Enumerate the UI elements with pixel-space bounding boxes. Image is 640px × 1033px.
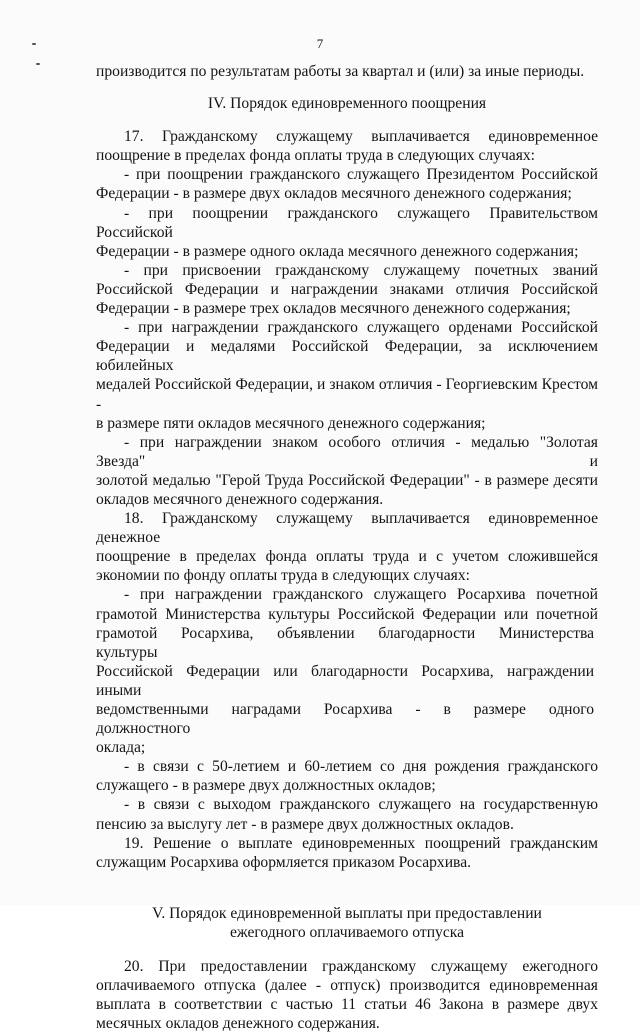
text-line: - при награждении знаком особого отличия - медалью "Золотая Звезда" и xyxy=(96,433,598,470)
text-line: служащим Росархива оформляется приказом Росархива. xyxy=(96,853,472,871)
text-line: 20. При предоставлении гражданскому служащему ежегодного xyxy=(124,958,598,976)
text-line: месячных окладов денежного содержания. xyxy=(96,1015,380,1033)
scan-mark xyxy=(36,63,40,65)
text-line: Российской Федерации и награждении знаками отличия Российской xyxy=(96,280,598,298)
paragraph-17 xyxy=(96,127,598,165)
text-line: грамотой Министерства культуры Российской Федерации или почетной xyxy=(96,605,598,623)
text-line: золотой медалью "Герой Труда Российской Федерации" - в размере десяти xyxy=(96,471,598,489)
paragraph-19 xyxy=(96,834,598,872)
paragraph-20 xyxy=(96,957,598,1033)
text-line: 19. Решение о выплате единовременных поощрений гражданским xyxy=(124,834,598,852)
list-item xyxy=(96,165,598,203)
text-line: - при поощрении гражданского служащего Президентом Российской xyxy=(124,166,598,184)
text-line: - при награждении гражданского служащего Росархива почетной xyxy=(124,586,598,604)
section-5-title xyxy=(96,904,598,942)
text-line: поощрение в пределах фонда оплаты труда и с учетом сложившейся xyxy=(96,548,598,566)
list-item xyxy=(96,433,598,509)
text-line: - в связи с 50-летием и 60-летием со дня рождения гражданского xyxy=(124,758,598,776)
text-line: Федерации и медалями Российской Федерации, за исключением юбилейных xyxy=(96,338,598,375)
text-line: - при награждении гражданского служащего орденами Российской xyxy=(124,319,598,337)
text-line: окладов месячного денежного содержания. xyxy=(96,490,384,508)
text-line: ведомственными наградами Росархива - в размере одного должностного xyxy=(96,701,598,738)
heading-line: ежегодного оплачиваемого отпуска xyxy=(229,923,465,941)
text-line: Федерации - в размере двух окладов месячного денежного содержания; xyxy=(96,185,572,203)
text-line: - при присвоении гражданскому служащему почетных званий xyxy=(124,261,598,279)
text-line: пенсию за выслугу лет - в размере двух должностных окладов. xyxy=(96,815,514,833)
text-line: экономии по фонду оплаты труда в следующих случаях: xyxy=(96,567,470,585)
text-line: Российской Федерации или благодарности Росархива, награждении иными xyxy=(96,662,598,699)
page-number: 7 xyxy=(316,36,324,51)
text-line: поощрение в пределах фонда оплаты труда в следующих случаях: xyxy=(96,147,536,165)
list-item xyxy=(96,585,598,757)
paragraph-18 xyxy=(96,509,598,585)
text-line: оплачиваемого отпуска (далее - отпуск) производится единовременная xyxy=(96,977,598,995)
text-line: оклада; xyxy=(96,739,146,757)
text-line: грамотой Росархива, объявлении благодарности Министерства культуры xyxy=(96,624,598,661)
text-line: выплата в соответствии с частью 11 статьи 46 Закона в размере двух xyxy=(96,996,598,1014)
text-line: служащего - в размере двух должностных окладов; xyxy=(96,777,436,795)
section-4-title: IV. Порядок единовременного поощрения xyxy=(207,95,487,113)
list-item xyxy=(96,318,598,433)
list-item xyxy=(96,261,598,318)
text-line: медалей Российской Федерации, и знаком отличия - Георгиевским Крестом - xyxy=(96,376,598,413)
text-line: - при поощрении гражданского служащего Правительством Российской xyxy=(96,204,598,241)
list-item xyxy=(96,204,598,261)
text-line: 17. Гражданскому служащему выплачивается единовременное xyxy=(124,128,598,146)
document-body xyxy=(96,62,598,1033)
heading-line: V. Порядок единовременной выплаты при предоставлении xyxy=(152,904,542,922)
paragraph-continuation: производится по результатам работы за квартал и (или) за иные периоды. xyxy=(96,63,585,80)
text-line: Федерации - в размере одного оклада месячного денежного содержания; xyxy=(96,242,579,260)
text-line: 18. Гражданскому служащему выплачивается единовременное денежное xyxy=(96,510,598,547)
list-item xyxy=(96,757,598,795)
text-line: Федерации - в размере трех окладов месячного денежного содержания; xyxy=(96,300,571,318)
text-line: в размере пяти окладов месячного денежного содержания; xyxy=(96,414,486,432)
text-line: - в связи с выходом гражданского служащего на государственную xyxy=(124,796,598,814)
list-item xyxy=(96,795,598,833)
